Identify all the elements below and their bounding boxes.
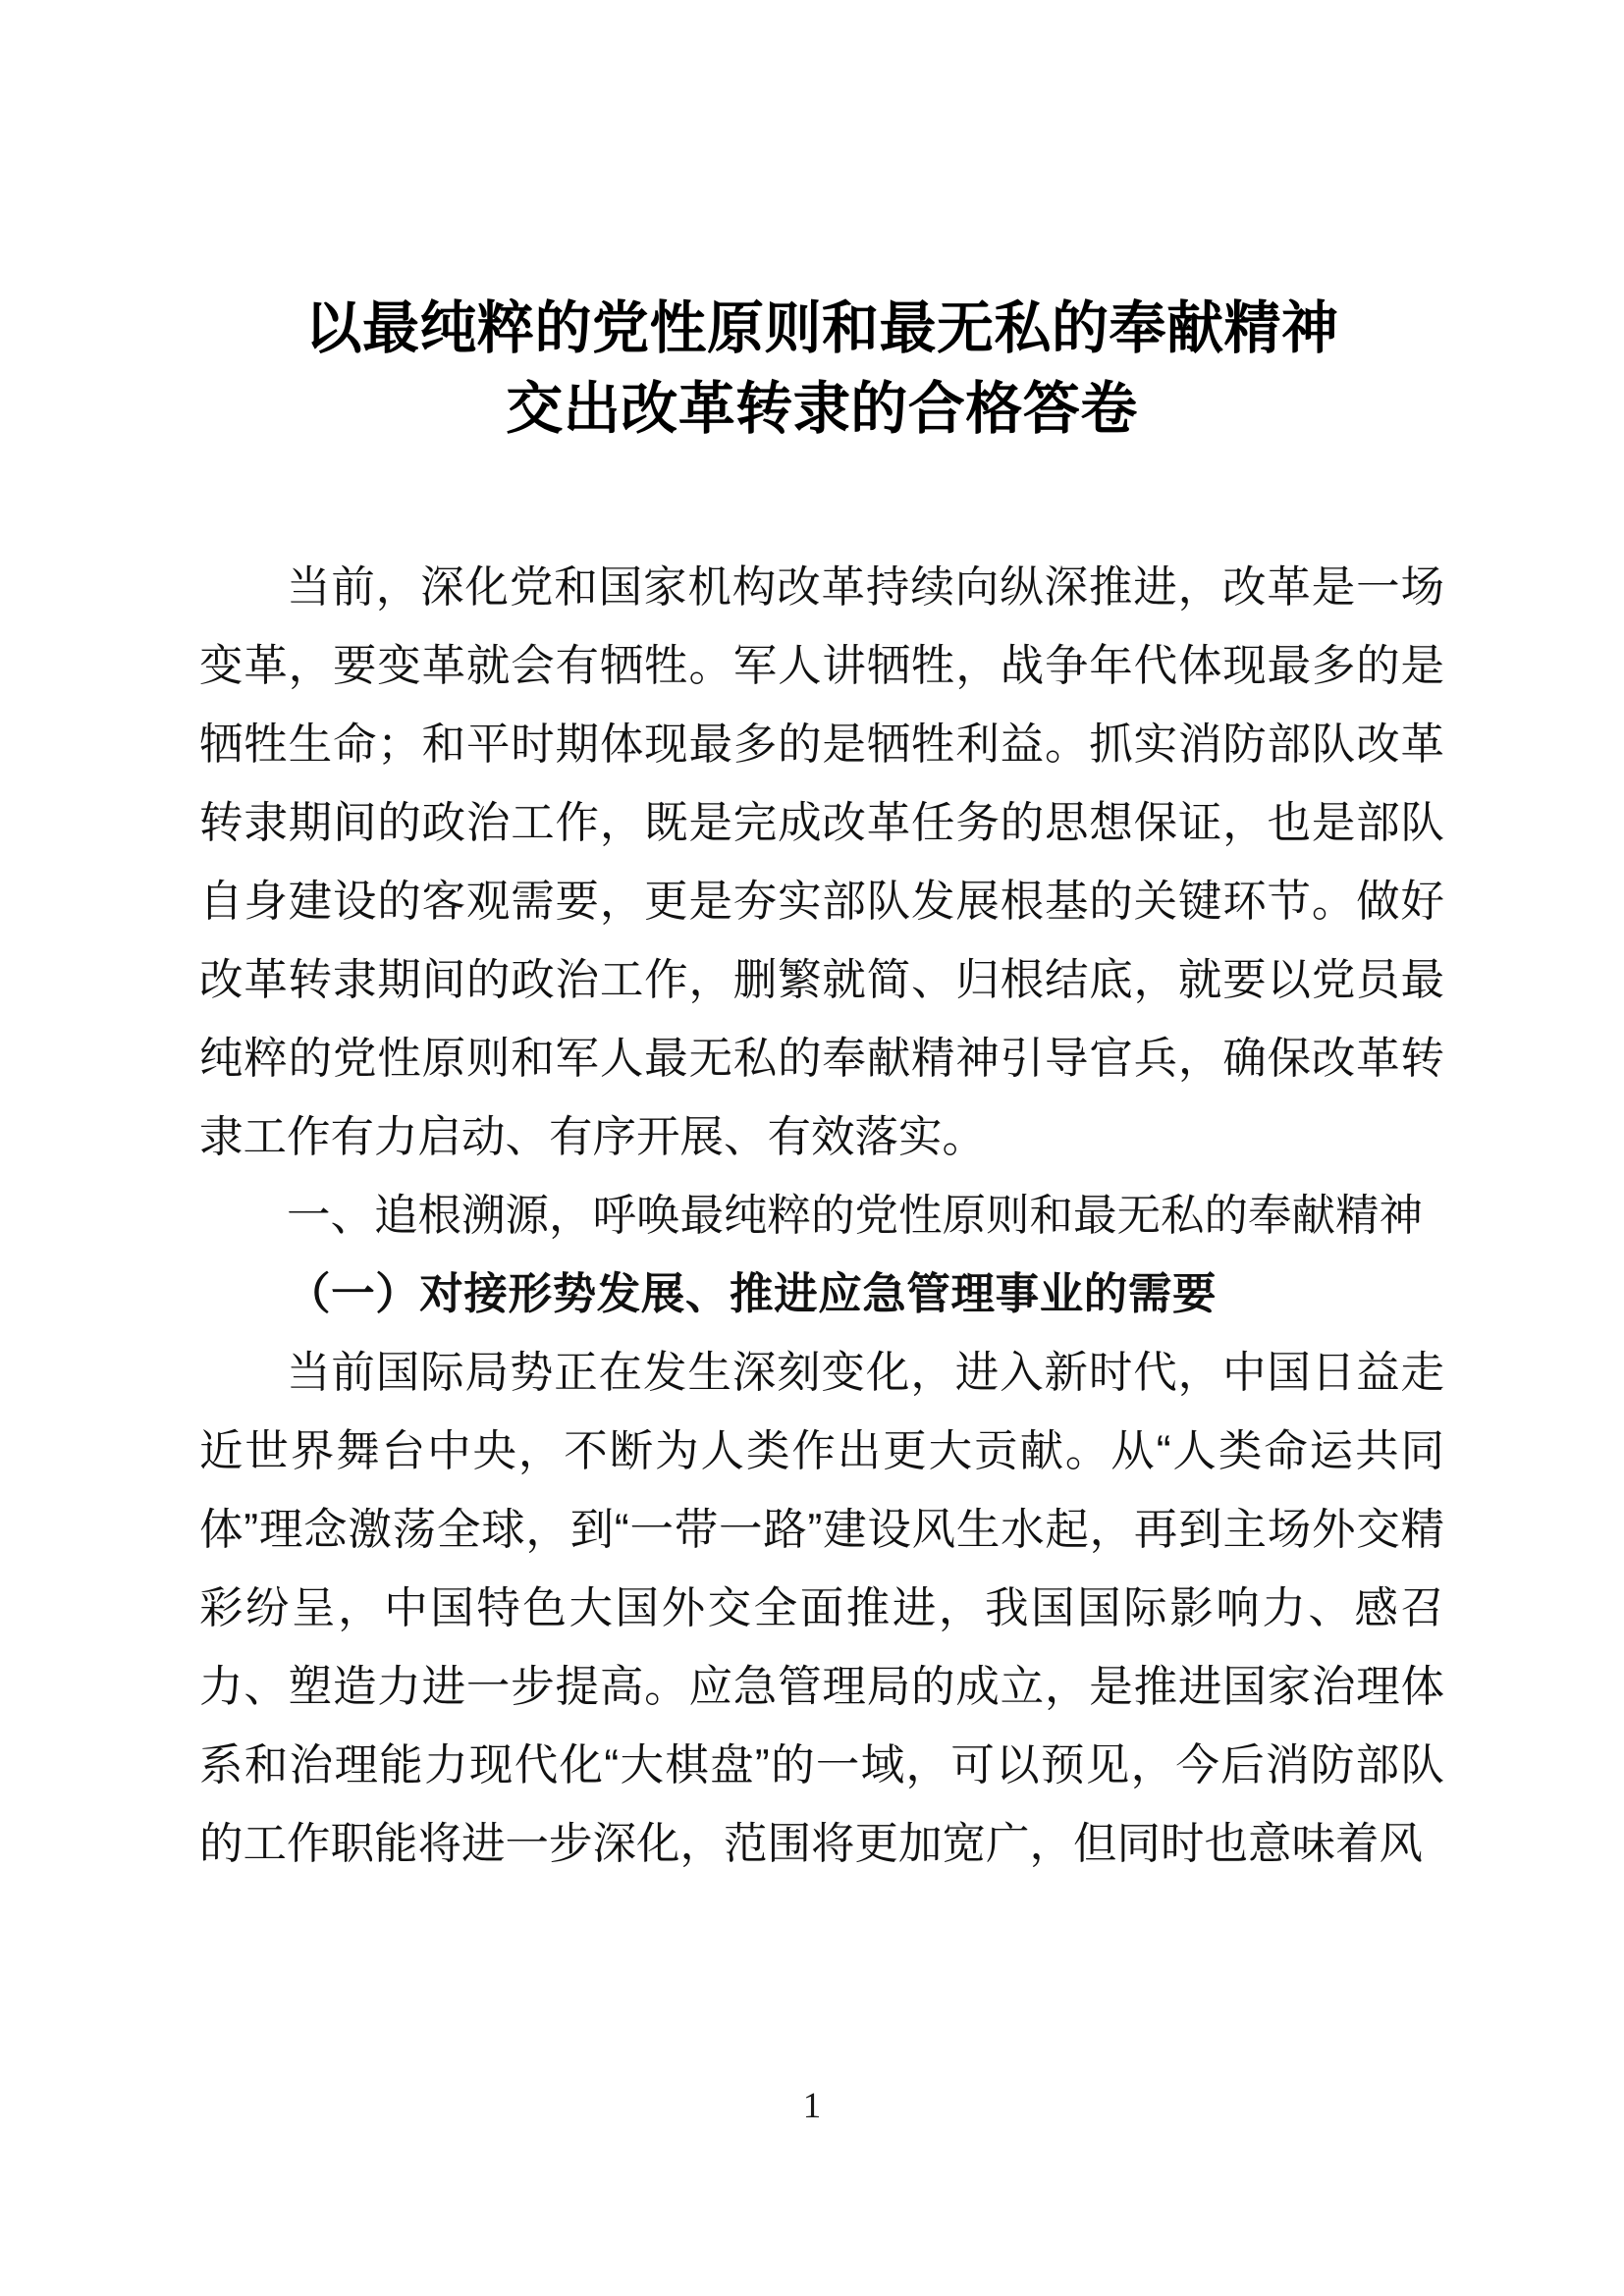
page-content [199, 0, 1444, 1884]
section-heading-one: 一、追根溯源，呼唤最纯粹的党性原则和最无私的奉献精神 [287, 1192, 1424, 1241]
page-title [199, 0, 1444, 447]
paragraph-subsection-one-a-body: 当前国际局势正在发生深刻变化，进入新时代，中国日益走近世界舞台中央，不断为人类作出更大贡献。从“人类命运共同体”理念激荡全球，到“一带一路”建设风生水起，再到主场外交精彩纷呈，中国特色大国外交全面推进，我国国际影响力、感召力、塑造力进一步提高。应急管理局的成立，是推进国家治理体系和治理能力现代化“大棋盘”的一域，可以预见，今后消防部队的工作职能将进一步深化，范围将更加宽广，但同时也意味着风 [199, 1349, 1444, 1869]
paragraph-intro: 当前，深化党和国家机构改革持续向纵深推进，改革是一场变革，要变革就会有牺牲。军人讲牺牲，战争年代体现最多的是牺牲生命；和平时期体现最多的是牺牲利益。抓实消防部队改革转隶期间的政治工作，既是完成改革任务的思想保证，也是部队自身建设的客观需要，更是夯实部队发展根基的关键环节。做好改革转隶期间的政治工作，删繁就简、归根结底，就要以党员最纯粹的党性原则和军人最无私的奉献精神引导官兵，确保改革转隶工作有力启动、有序开展、有效落实。 [199, 563, 1444, 1162]
title-line-1: 以最纯粹的党性原则和最无私的奉献精神 [304, 296, 1339, 360]
subsection-heading-one-a: （一）对接形势发展、推进应急管理事业的需要 [287, 1270, 1218, 1319]
body-text-block [199, 549, 1444, 1884]
title-line-2: 交出改革转隶的合格答卷 [506, 376, 1138, 441]
page-number-footer: 1 [802, 2086, 822, 2126]
